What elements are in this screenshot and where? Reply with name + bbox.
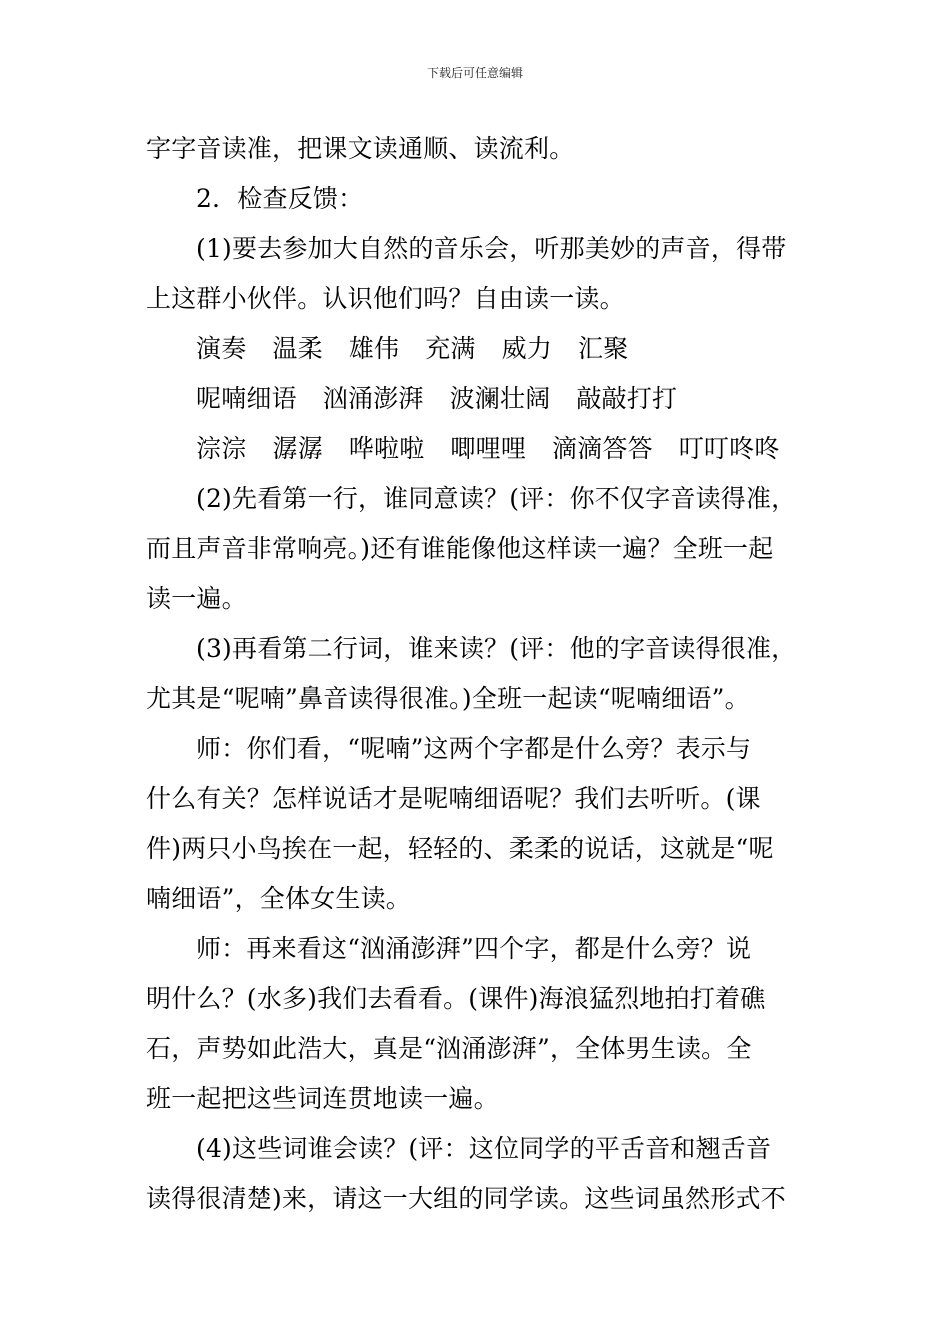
word-row-2 (146, 374, 816, 424)
word: 滴滴答答 (552, 434, 653, 463)
text-line: 师：再来看这“汹涌澎湃”四个字，都是什么旁？说 (196, 934, 752, 963)
text-line: 石，声势如此浩大，真是“汹涌澎湃”，全体男生读。全 (146, 1034, 752, 1063)
text-line: 读一遍。 (146, 584, 247, 613)
word: 哗啦啦 (348, 434, 425, 463)
text-line: 明什么？(水多)我们去看看。(课件)海浪猛烈地拍打着礁 (146, 984, 766, 1013)
text-line: 而且声音非常响亮。)还有谁能像他这样读一遍？全班一起 (146, 534, 774, 563)
word: 潺潺 (272, 434, 323, 463)
document-body (146, 124, 816, 1224)
section-heading: 2．检查反馈： (196, 184, 364, 213)
text-line: 喃细语”，全体女生读。 (146, 884, 411, 913)
text-line: 师：你们看，“呢喃”这两个字都是什么旁？表示与 (196, 734, 752, 763)
word: 汇聚 (578, 334, 629, 363)
word: 汹涌澎湃 (322, 384, 424, 413)
word: 演奏 (196, 334, 247, 363)
text-line: 读得很清楚)来，请这一大组的同学读。这些词虽然形式不 (146, 1184, 786, 1213)
text-line: (4)这些词谁会读？(评：这位同学的平舌音和翘舌音 (196, 1134, 772, 1163)
word: 敲敲打打 (576, 384, 678, 413)
word-row-3 (146, 424, 816, 474)
text-line: 尤其是“呢喃”鼻音读得很准。)全班一起读“呢喃细语”。 (146, 684, 750, 713)
word: 唧哩哩 (450, 434, 527, 463)
text-line: (2)先看第一行，谁同意读？(评：你不仅字音读得准， (196, 484, 797, 513)
text-line: 上这群小伙伴。认识他们吗？自由读一读。 (146, 284, 625, 313)
text-line: 班一起把这些词连贯地读一遍。 (146, 1084, 499, 1113)
text-line: (1)要去参加大自然的音乐会，听那美妙的声音，得带 (196, 234, 787, 263)
text-line: (3)再看第二行词，谁来读？(评：他的字音读得很准， (196, 634, 797, 663)
word: 温柔 (272, 334, 323, 363)
word-row-1 (146, 324, 816, 374)
page-header: 下载后可任意编辑 (426, 66, 523, 80)
text-line: 件)两只小鸟挨在一起，轻轻的、柔柔的说话，这就是“呢 (146, 834, 774, 863)
word: 充满 (425, 334, 476, 363)
word: 叮叮咚咚 (678, 434, 780, 463)
word: 雄伟 (348, 334, 400, 363)
word: 威力 (501, 334, 553, 363)
text-line: 字字音读准，把课文读通顺、读流利。 (146, 134, 575, 163)
word: 呢喃细语 (196, 384, 297, 413)
text-line: 什么有关？怎样说话才是呢喃细语呢？我们去听听。(课 (146, 784, 761, 813)
word: 波澜壮阔 (449, 384, 551, 413)
word: 淙淙 (196, 434, 247, 463)
